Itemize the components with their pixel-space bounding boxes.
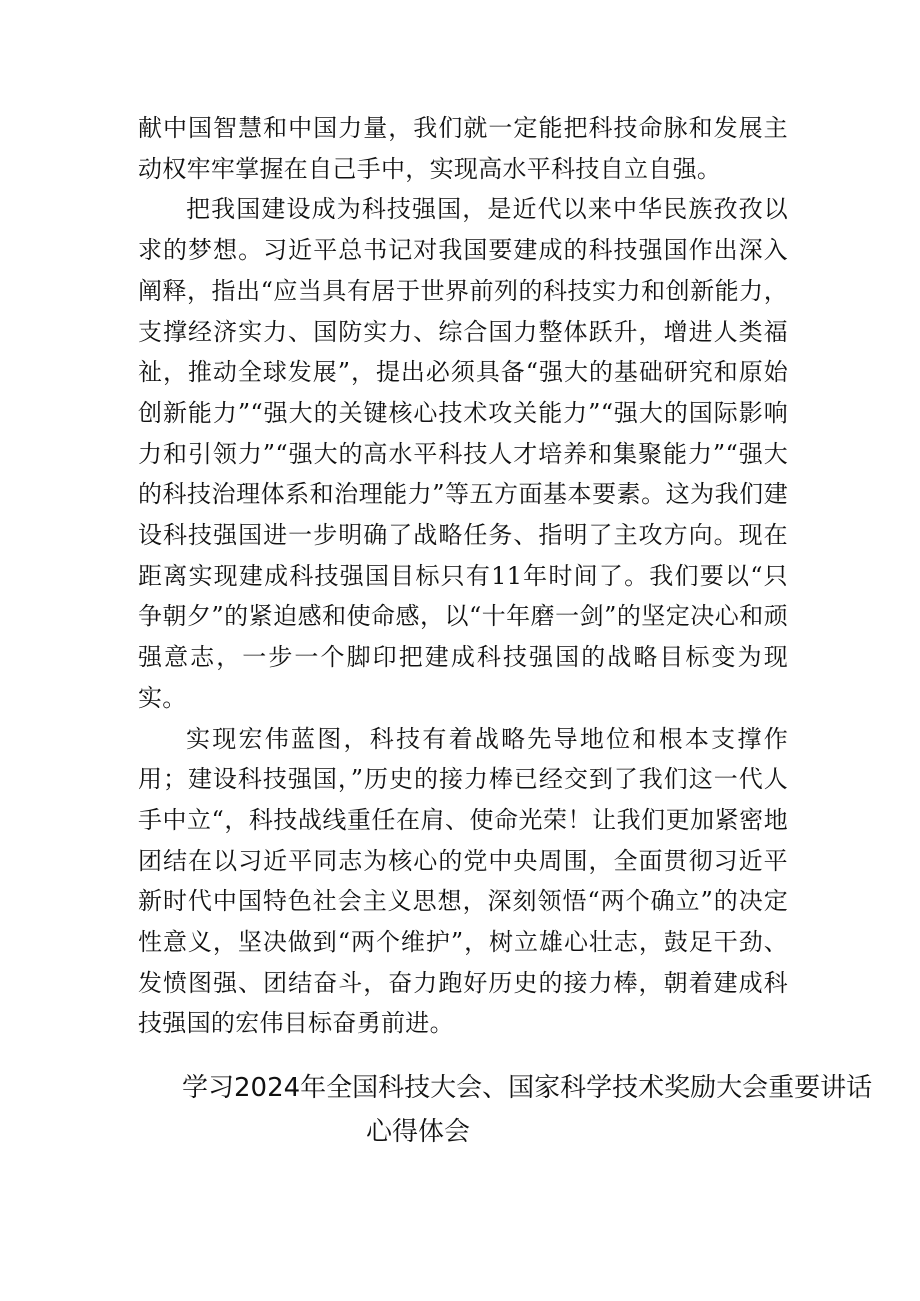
paragraph-grand-blueprint: 实现宏伟蓝图，科技有着战略先导地位和根本支撑作用；建设科技强国，”历史的接力棒已经交到了我们这一代人手中立“，科技战线重任在肩、使命光荣！让我们更加紧密地团结在以习近平同志为核心的党中央周围，全面贯彻习近平新时代中国特色社会主义思想，深刻领悟“两个确立”的决定性意义，坚决做到“两个维护”，树立雄心壮志，鼓足干劲、发愤图强、团结奋斗，奋力跑好历史的接力棒，朝着建成科技强国的宏伟目标奋勇前进。 bbox=[138, 724, 788, 1038]
paragraph-tech-power-dream: 把我国建设成为科技强国，是近代以来中华民族孜孜以求的梦想。习近平总书记对我国要建成的科技强国作出深入阐释，指出“应当具有居于世界前列的科技实力和创新能力，支撑经济实力、国防实力、综合国力整体跃升，增进人类福祉，推动全球发展”，提出必须具备“强大的基础研究和原始创新能力”“强大的关键核心技术攻关能力”“强大的国际影响力和引领力”“强大的高水平科技人才培养和集聚能力”“强大的科技治理体系和治理能力”等五方面基本要素。这为我们建设科技强国进一步明确了战略任务、指明了主攻方向。现在距离实现建成科技强国目标只有11年时间了。我们要以“只争朝夕”的紧迫感和使命感，以“十年磨一剑”的坚定决心和顽强意志，一步一个脚印把建成科技强国的战略目标变为现实。 bbox=[138, 195, 788, 712]
section-heading bbox=[120, 1066, 873, 1154]
article-body bbox=[138, 108, 788, 1044]
heading-line-2: 心得体会 bbox=[366, 1117, 471, 1147]
paragraph-continuation: 献中国智慧和中国力量，我们就一定能把科技命脉和发展主动权牢牢掌握在自己手中，实现高水平科技自立自强。 bbox=[138, 114, 788, 183]
heading-line-1: 学习2024年全国科技大会、国家科学技术奖励大会重要讲话 bbox=[182, 1073, 873, 1103]
